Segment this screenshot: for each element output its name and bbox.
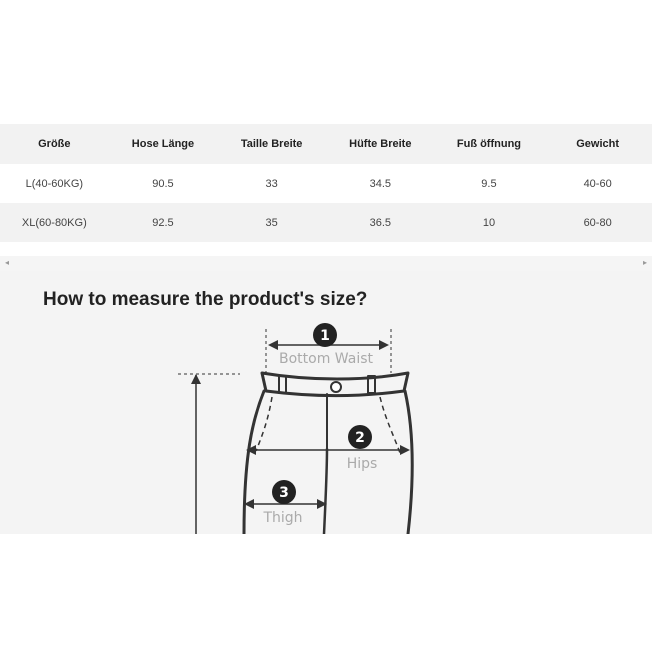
marker-label: Hips — [346, 456, 378, 472]
table-cell: 35 — [217, 203, 326, 242]
size-table-container — [0, 124, 652, 242]
horizontal-scrollbar[interactable] — [0, 256, 652, 271]
table-cell: 9.5 — [481, 177, 497, 190]
table-cell: XL(60-80KG) — [0, 203, 109, 242]
length-indicator — [178, 374, 240, 534]
pants-diagram — [0, 271, 652, 534]
table-cell: 92.5 — [109, 203, 218, 242]
marker-number: 3 — [279, 485, 289, 501]
marker-label: Bottom Waist — [278, 351, 374, 367]
header-waist-width: Taille Breite — [217, 124, 326, 164]
size-table — [0, 124, 652, 242]
scroll-right-icon[interactable]: ▸ — [642, 258, 647, 267]
header-size: Größe — [0, 124, 109, 164]
measure-guide-panel — [0, 271, 652, 534]
marker-label: Thigh — [263, 510, 303, 526]
table-row — [0, 164, 652, 203]
table-row — [0, 203, 652, 242]
measure-marker-waist — [266, 323, 391, 373]
table-cell: L(40-60KG) — [25, 177, 84, 190]
header-weight: Gewicht — [543, 124, 652, 164]
header-foot-opening: Fuß öffnung — [435, 124, 544, 164]
table-cell: 36.5 — [326, 203, 435, 242]
table-cell: 90.5 — [152, 177, 174, 190]
marker-number: 2 — [355, 430, 365, 446]
table-header-row — [0, 124, 652, 164]
table-cell: 40-60 — [583, 177, 612, 190]
header-pants-length: Hose Länge — [109, 124, 218, 164]
header-hip-width: Hüfte Breite — [326, 124, 435, 164]
table-cell: 34.5 — [369, 177, 391, 190]
measure-marker-thigh — [244, 480, 327, 526]
button-icon — [331, 382, 341, 392]
marker-number: 1 — [320, 328, 330, 344]
scroll-left-icon[interactable]: ◂ — [5, 258, 10, 267]
table-cell: 60-80 — [543, 203, 652, 242]
measure-guide-title: How to measure the product's size? — [43, 289, 368, 310]
table-cell: 10 — [435, 203, 544, 242]
table-cell: 33 — [265, 177, 278, 190]
